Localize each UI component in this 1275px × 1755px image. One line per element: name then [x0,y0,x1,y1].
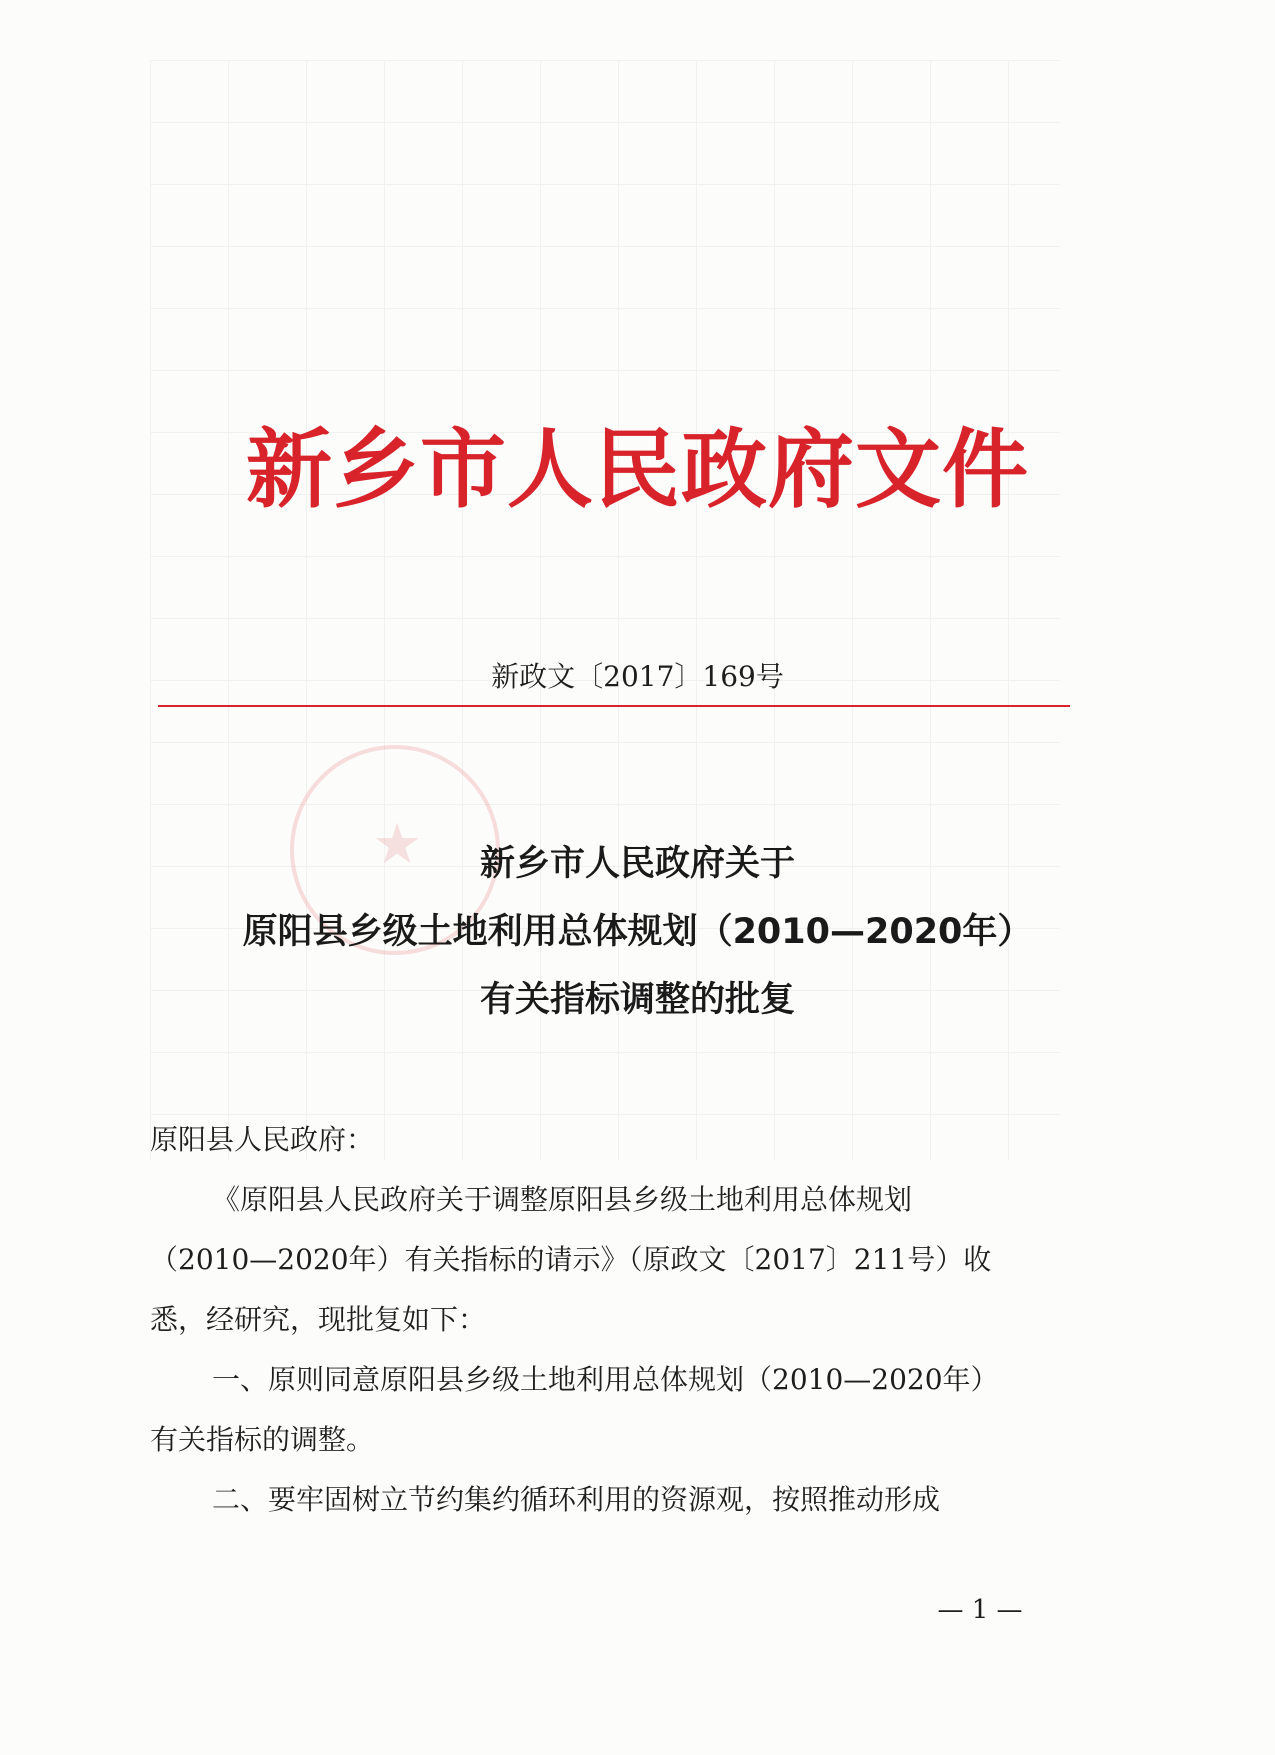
document-header-title: 新乡市人民政府文件 [246,420,1029,520]
document-body [150,1110,1075,1530]
paragraph-1-line-2: （2010—2020年）有关指标的请示》（原政文〔2017〕211号）收 [150,1243,992,1276]
paragraph-3-line-1: 二、要牢固树立节约集约循环利用的资源观，按照推动形成 [212,1483,941,1516]
paragraph-2-line-1: 一、原则同意原阳县乡级土地利用总体规划（2010—2020年） [212,1363,999,1396]
paragraph-1-line-1: 《原阳县人民政府关于调整原阳县乡级土地利用总体规划 [212,1183,913,1216]
seal-star-icon: ★ [372,812,423,877]
document-subject [100,830,1175,1034]
document-number: 新政文〔2017〕169号 [491,660,784,693]
paragraph-1-line-3: 悉，经研究，现批复如下： [150,1303,487,1336]
addressee: 原阳县人民政府： [150,1123,375,1156]
paragraph-2-line-2: 有关指标的调整。 [150,1423,375,1456]
subject-line-2: 原阳县乡级土地利用总体规划（2010—2020年） [242,912,1033,952]
red-separator-line [158,705,1070,707]
page-number: — 1 — [937,1595,1023,1625]
subject-line-1: 新乡市人民政府关于 [479,844,795,884]
subject-line-3: 有关指标调整的批复 [479,980,795,1020]
